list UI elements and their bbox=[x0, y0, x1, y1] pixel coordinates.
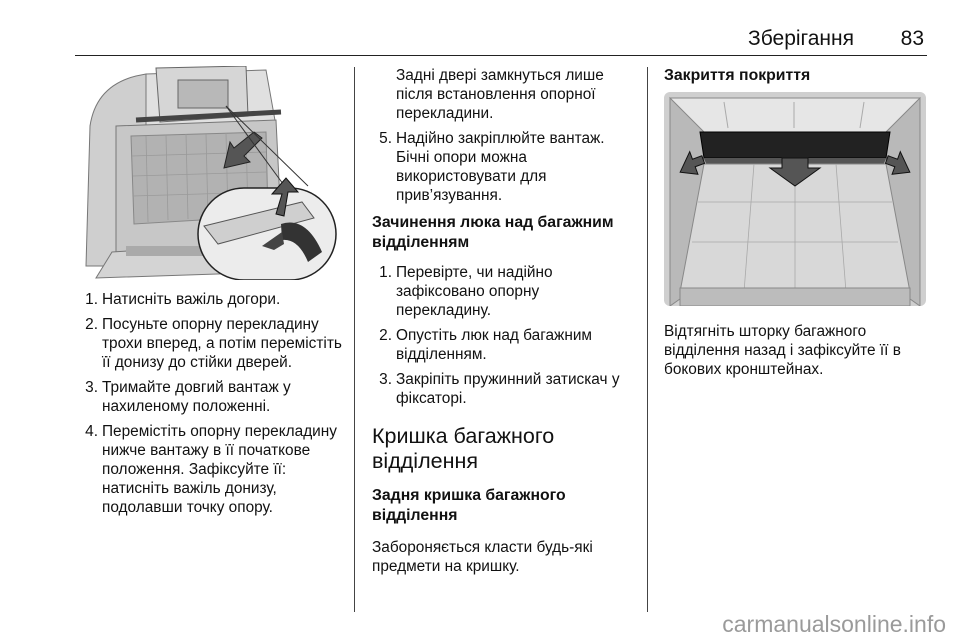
step-5-list bbox=[372, 129, 638, 205]
header-rule bbox=[75, 55, 927, 56]
support-bar-steps bbox=[78, 290, 348, 517]
rear-cover-text: Забороняється класти будь-які предмети на кришку. bbox=[372, 539, 593, 575]
step-number: 4. bbox=[85, 423, 98, 440]
step-number: 1. bbox=[85, 291, 98, 308]
cargo-support-bar-illustration bbox=[76, 66, 338, 280]
watermark-text: carmanualsonline.info bbox=[722, 611, 946, 637]
step-text: Тримайте довгий вантаж у нахиленому положенні. bbox=[102, 379, 291, 415]
column-divider bbox=[354, 67, 355, 612]
hatch-closing-heading: Зачинення люка над багажним відділенням bbox=[372, 214, 614, 251]
section-title: Зберігання bbox=[748, 27, 854, 50]
step-text: Натисніть важіль догори. bbox=[102, 291, 281, 308]
hatch-steps bbox=[372, 263, 638, 408]
step-number: 3. bbox=[379, 371, 392, 388]
cover-section-heading: Кришка багажного відділення bbox=[372, 424, 555, 473]
left-column bbox=[78, 290, 348, 523]
load-cover-illustration bbox=[664, 92, 926, 306]
rear-cover-heading: Задня кришка багажного відділення bbox=[372, 487, 566, 524]
continuation-text: Задні двері замкнуться лише після встановлення опорної перекладини. bbox=[396, 67, 604, 122]
step-text: Закріпіть пружинний затискач у фіксаторі. bbox=[396, 371, 620, 407]
step-text: Посуньте опорну перекладину трохи вперед, а потім перемістіть її донизу до стійки дверей. bbox=[102, 316, 342, 371]
cover-caption-text: Відтягніть шторку багажного відділення назад і зафіксуйте її в бокових кронштейнах. bbox=[664, 323, 901, 378]
list-item bbox=[78, 422, 348, 517]
column-divider bbox=[647, 67, 648, 612]
list-item bbox=[78, 378, 348, 416]
list-item bbox=[372, 129, 638, 205]
step-text: Перевірте, чи надійно зафіксовано опорну перекладину. bbox=[396, 264, 553, 319]
page-number: 83 bbox=[900, 27, 924, 50]
step-number: 2. bbox=[85, 316, 98, 333]
right-column bbox=[664, 66, 926, 86]
list-item bbox=[78, 315, 348, 372]
step-number: 1. bbox=[379, 264, 392, 281]
step-number: 5. bbox=[379, 130, 392, 147]
step-text: Опустіть люк над багажним відділенням. bbox=[396, 327, 593, 363]
right-caption bbox=[664, 322, 926, 379]
list-item bbox=[78, 290, 348, 309]
list-item bbox=[372, 263, 638, 320]
step-number: 2. bbox=[379, 327, 392, 344]
middle-column bbox=[372, 66, 638, 576]
step-text: Перемістіть опорну перекладину нижче вантажу в її початкове положення. Зафіксуйте її: натисніть важіль донизу, подолавши точку опору. bbox=[102, 423, 337, 516]
cover-closing-heading: Закриття покриття bbox=[664, 67, 811, 84]
step-text: Надійно закріплюйте вантаж. Бічні опори можна використовувати для прив’язування. bbox=[396, 130, 605, 204]
list-item bbox=[372, 370, 638, 408]
list-item bbox=[372, 326, 638, 364]
step-number: 3. bbox=[85, 379, 98, 396]
